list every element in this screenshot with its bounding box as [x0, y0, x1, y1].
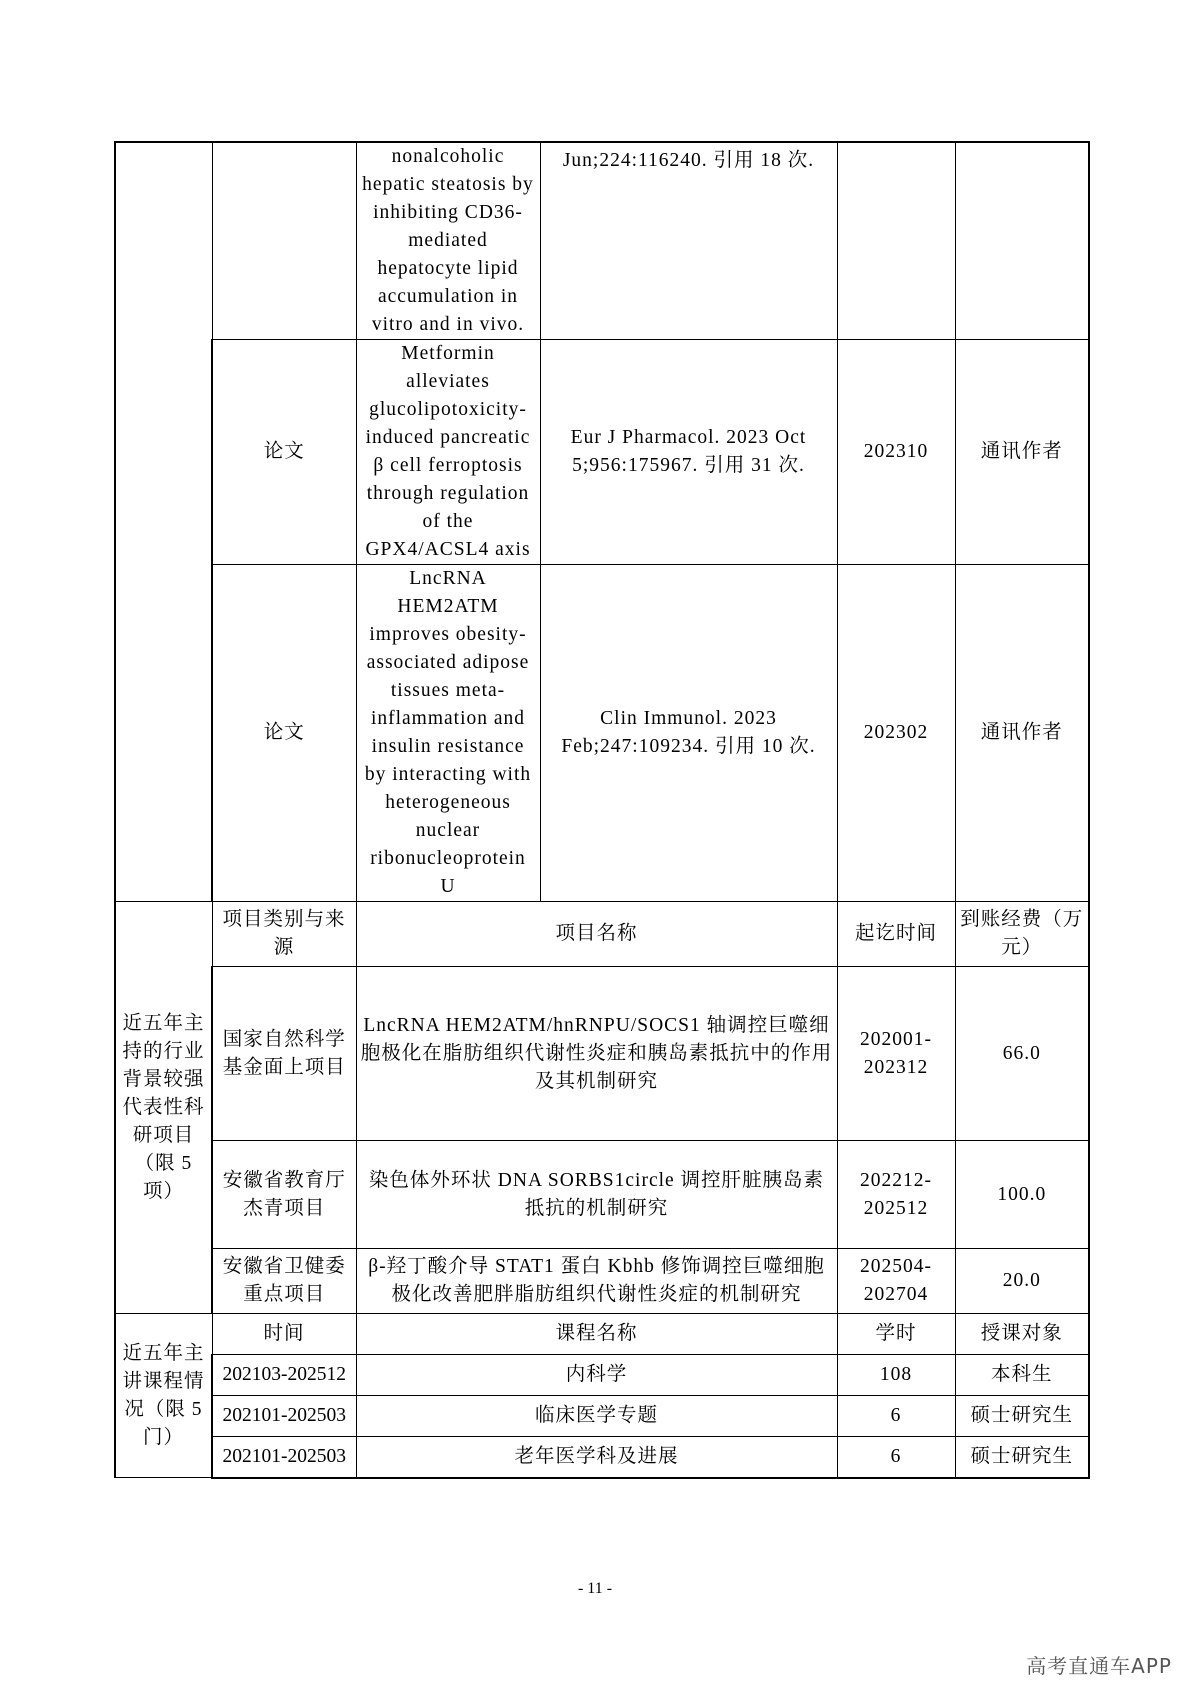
course-time: 202101-202503	[212, 1396, 356, 1437]
header-funding: 到账经费（万元）	[955, 902, 1089, 967]
paper-role: 通讯作者	[955, 565, 1089, 902]
course-row	[115, 1355, 1089, 1396]
project-category: 安徽省卫健委重点项目	[212, 1249, 356, 1314]
course-time: 202101-202503	[212, 1437, 356, 1478]
course-row	[115, 1396, 1089, 1437]
paper-type	[212, 142, 356, 340]
paper-role	[955, 142, 1089, 340]
course-name: 老年医学科及进展	[356, 1437, 837, 1478]
course-hours: 6	[837, 1396, 955, 1437]
project-name: β-羟丁酸介导 STAT1 蛋白 Kbhb 修饰调控巨噬细胞极化改善肥胖脂肪组织代谢性炎症的机制研究	[356, 1249, 837, 1314]
course-audience: 硕士研究生	[955, 1437, 1089, 1478]
paper-date: 202302	[837, 565, 955, 902]
courses-section-label: 近五年主讲课程情况（限 5 门）	[115, 1314, 212, 1478]
paper-journal: Clin Immunol. 2023 Feb;247:109234. 引用 10 次.	[540, 565, 837, 902]
paper-title: LncRNA HEM2ATM improves obesity-associated adipose tissues meta-inflammation and insulin resistance by interacting with heterogeneous nuclear ribonucleoprotein U	[356, 565, 540, 902]
paper-type: 论文	[212, 565, 356, 902]
course-audience: 本科生	[955, 1355, 1089, 1396]
header-audience: 授课对象	[955, 1314, 1089, 1355]
header-category: 项目类别与来源	[212, 902, 356, 967]
course-name: 临床医学专题	[356, 1396, 837, 1437]
project-row	[115, 967, 1089, 1141]
courses-header-row	[115, 1314, 1089, 1355]
header-hours: 学时	[837, 1314, 955, 1355]
project-period: 202001-202312	[837, 967, 955, 1141]
paper-date	[837, 142, 955, 340]
header-project-name: 项目名称	[356, 902, 837, 967]
project-funding: 100.0	[955, 1141, 1089, 1249]
paper-date: 202310	[837, 340, 955, 565]
project-period: 202212-202512	[837, 1141, 955, 1249]
paper-title: Metformin alleviates glucolipotoxicity-induced pancreatic β cell ferroptosis through regulation of the GPX4/ACSL4 axis	[356, 340, 540, 565]
project-category: 国家自然科学基金面上项目	[212, 967, 356, 1141]
paper-row	[115, 565, 1089, 902]
projects-section-label: 近五年主持的行业背景较强代表性科研项目（限 5 项）	[115, 902, 212, 1314]
paper-row	[115, 142, 1089, 340]
course-name: 内科学	[356, 1355, 837, 1396]
projects-header-row	[115, 902, 1089, 967]
project-funding: 66.0	[955, 967, 1089, 1141]
page-number: - 11 -	[577, 1580, 613, 1597]
paper-title: nonalcoholic hepatic steatosis by inhibiting CD36-mediated hepatocyte lipid accumulation in vitro and in vivo.	[356, 142, 540, 340]
course-hours: 108	[837, 1355, 955, 1396]
paper-journal: Jun;224:116240. 引用 18 次.	[540, 142, 837, 340]
paper-journal: Eur J Pharmacol. 2023 Oct 5;956:175967. 引用 31 次.	[540, 340, 837, 565]
watermark: 高考直通车APP	[1026, 1654, 1172, 1678]
papers-section-label	[115, 142, 212, 902]
project-name: LncRNA HEM2ATM/hnRNPU/SOCS1 轴调控巨噬细胞极化在脂肪组织代谢性炎症和胰岛素抵抗中的作用及其机制研究	[356, 967, 837, 1141]
project-funding: 20.0	[955, 1249, 1089, 1314]
project-period: 202504-202704	[837, 1249, 955, 1314]
course-audience: 硕士研究生	[955, 1396, 1089, 1437]
header-period: 起讫时间	[837, 902, 955, 967]
course-row	[115, 1437, 1089, 1478]
paper-type: 论文	[212, 340, 356, 565]
profile-table	[114, 141, 1090, 1479]
paper-row	[115, 340, 1089, 565]
project-row	[115, 1249, 1089, 1314]
header-time: 时间	[212, 1314, 356, 1355]
paper-role: 通讯作者	[955, 340, 1089, 565]
header-course-name: 课程名称	[356, 1314, 837, 1355]
project-category: 安徽省教育厅杰青项目	[212, 1141, 356, 1249]
project-name: 染色体外环状 DNA SORBS1circle 调控肝脏胰岛素抵抗的机制研究	[356, 1141, 837, 1249]
project-row	[115, 1141, 1089, 1249]
course-time: 202103-202512	[212, 1355, 356, 1396]
course-hours: 6	[837, 1437, 955, 1478]
